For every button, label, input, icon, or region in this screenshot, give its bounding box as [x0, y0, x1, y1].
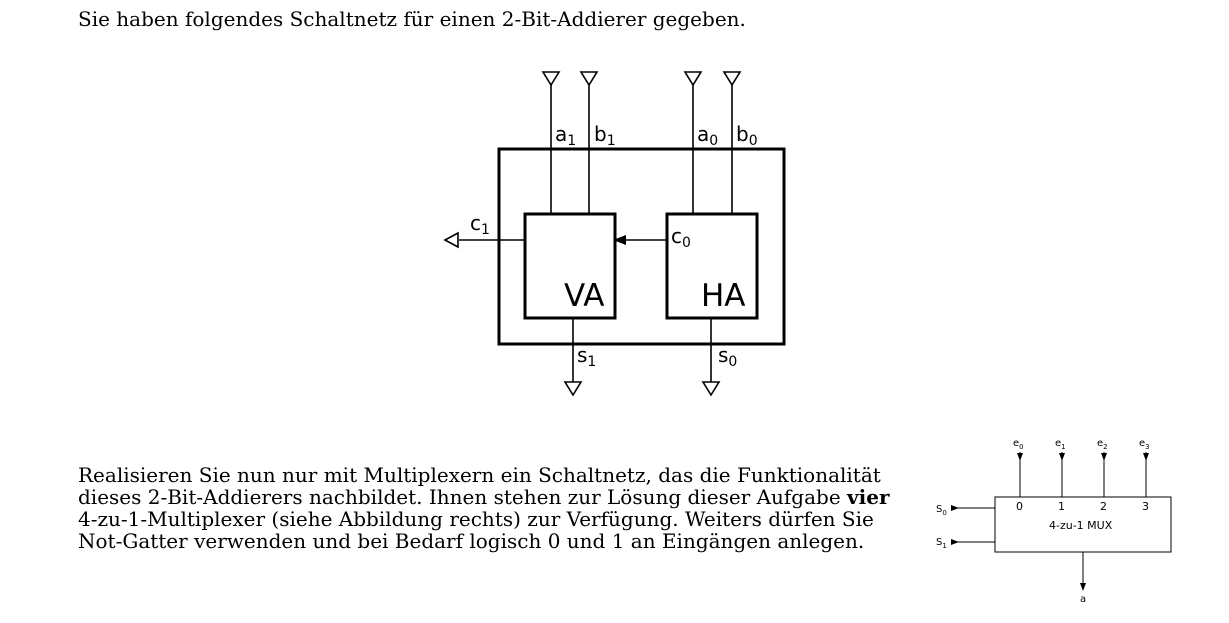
mux-input-1-number: 1: [1058, 500, 1065, 513]
mux-s0-arrow: [951, 505, 959, 511]
c0-label: $c_0$: [671, 224, 691, 251]
mux-e1-arrow: [1059, 453, 1065, 461]
b1-label: $b_1$: [594, 122, 616, 149]
a0-input-triangle: [685, 72, 701, 85]
mux-title: 4-zu-1 MUX: [1049, 519, 1113, 532]
mux-e1-label: $e_1$: [1055, 438, 1066, 451]
va-label: VA: [564, 278, 605, 314]
s0-output-triangle: [703, 382, 719, 395]
mux-labels: [936, 438, 1150, 605]
b0-label: $b_0$: [736, 122, 758, 149]
b1-input-triangle: [581, 72, 597, 85]
s1-output-triangle: [565, 382, 581, 395]
adder-diagram: [445, 72, 784, 395]
ha-label: HA: [701, 278, 746, 314]
mux-s1-arrow: [951, 539, 959, 545]
task-line-3: 4-zu-1-Multiplexer (siehe Abbildung rechts) zur Verfügung. Weiters dürfen Sie: [78, 507, 874, 531]
s0-label: $s_0$: [718, 343, 738, 370]
a1-input-triangle: [543, 72, 559, 85]
task-line-2-bold: vier: [847, 485, 890, 509]
a1-label: $a_1$: [555, 122, 577, 149]
adder-outer-box: [499, 149, 784, 344]
mux-e2-arrow: [1101, 453, 1107, 461]
s1-label: $s_1$: [577, 343, 597, 370]
mux-output-label: a: [1080, 594, 1087, 605]
mux-input-0-number: 0: [1016, 500, 1023, 513]
intro-text: Sie haben folgendes Schaltnetz für einen 2-Bit-Addierer gegeben.: [78, 7, 746, 31]
mux-e0-label: $e_0$: [1013, 438, 1024, 451]
mux-s1-label: $S_1$: [936, 537, 947, 550]
mux-output-arrow: [1080, 583, 1086, 591]
mux-e0-arrow: [1017, 453, 1023, 461]
mux-e2-label: $e_2$: [1097, 438, 1108, 451]
b0-input-triangle: [724, 72, 740, 85]
task-line-4: Not-Gatter verwenden und bei Bedarf logisch 0 und 1 an Eingängen anlegen.: [78, 529, 865, 553]
c1-output-triangle: [445, 233, 458, 247]
mux-e3-label: $e_3$: [1139, 438, 1150, 451]
mux-input-2-number: 2: [1100, 500, 1107, 513]
mux-s0-label: $S_0$: [936, 504, 947, 517]
a0-label: $a_0$: [697, 122, 719, 149]
c1-label: $c_1$: [470, 211, 490, 238]
task-line-1: Realisieren Sie nun nur mit Multiplexern ein Schaltnetz, das die Funktionalität: [78, 463, 881, 487]
mux-e3-arrow: [1143, 453, 1149, 461]
mux-input-3-number: 3: [1142, 500, 1149, 513]
task-line-2-text: dieses 2-Bit-Addierers nachbildet. Ihnen stehen zur Lösung dieser Aufgabe: [78, 485, 848, 509]
